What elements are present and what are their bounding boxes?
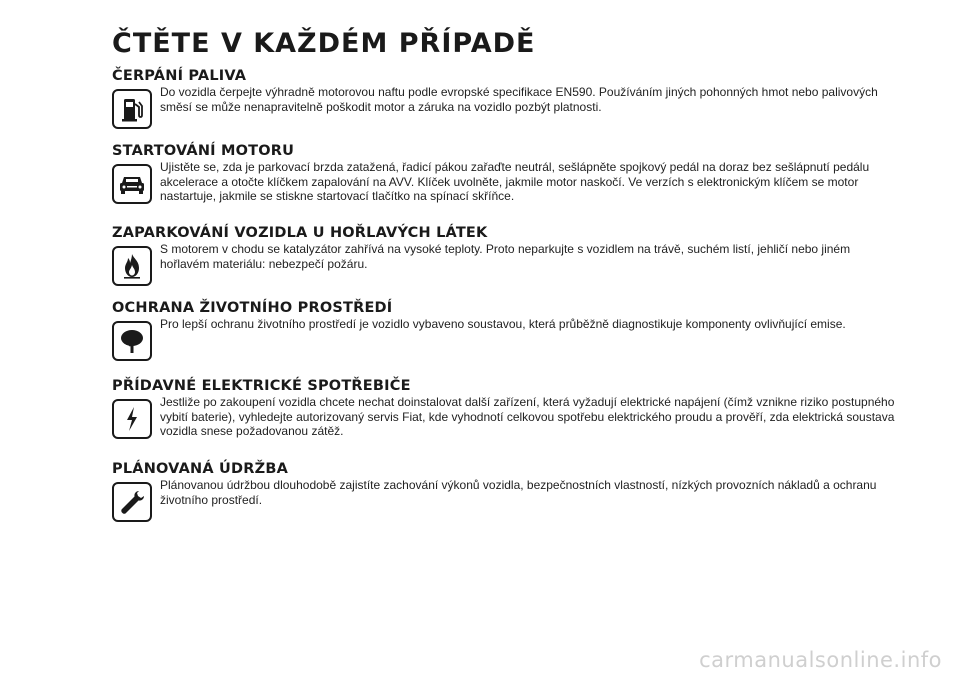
- page-title: ČTĚTE V KAŽDÉM PŘÍPADĚ: [112, 28, 536, 59]
- section-refueling: [112, 68, 902, 129]
- section-heading: ČERPÁNÍ PALIVA: [112, 68, 247, 84]
- section-engine-start: [112, 143, 902, 204]
- section-text: Jestliže po zakoupení vozidla chcete nechat doinstalovat další zařízení, která vyžadují elektrické napájení (čímž vznikne riziko postupného vybití baterie), vyhledejte autorizovaný servis Fiat, kde vyhodnotí celkovou spotřebu elektrického proudu a prověří, zda elektrická soustava vozidla snese požadovanou zátěž.: [160, 395, 895, 438]
- section-text: S motorem v chodu se katalyzátor zahřívá na vysoké teploty. Proto neparkujte s vozidlem na trávě, suchém listí, jehličí nebo jiném hořlavém materiálu: nebezpečí požáru.: [160, 242, 851, 271]
- section-text: Plánovanou údržbou dlouhodobě zajistíte zachování výkonů vozidla, bezpečnostních vlastností, nízkých provozních nákladů a ochranu životního prostředí.: [160, 478, 877, 507]
- section-heading: PLÁNOVANÁ ÚDRŽBA: [112, 461, 288, 477]
- tree-icon: [112, 321, 152, 361]
- section-heading: PŘÍDAVNÉ ELEKTRICKÉ SPOTŘEBIČE: [112, 378, 411, 394]
- wrench-icon: [112, 482, 152, 522]
- section-heading: OCHRANA ŽIVOTNÍHO PROSTŘEDÍ: [112, 300, 393, 316]
- flame-icon: [112, 246, 152, 286]
- section-heading: STARTOVÁNÍ MOTORU: [112, 143, 295, 159]
- section-electrical-devices: [112, 378, 902, 439]
- section-text: Ujistěte se, zda je parkovací brzda zatažená, řadicí pákou zařaďte neutrál, sešlápněte spojkový pedál na doraz bez sešlápnutí pedálu akcelerace a otočte klíčkem zapalování na AVV. Klíček uvolněte, jakmile motor naskočí. Ve verzích s elektronickým klíčem se motor nastartuje, jakmile se stiskne startovací tlačítko na spínací skříňce.: [160, 160, 870, 203]
- section-text: Pro lepší ochranu životního prostředí je vozidlo vybaveno soustavou, která průběžně diagnostikuje komponenty ovlivňující emise.: [160, 317, 846, 331]
- car-icon: [112, 164, 152, 204]
- watermark: carmanualsonline.info: [699, 648, 942, 672]
- section-environment: [112, 300, 902, 361]
- lightning-icon: [112, 399, 152, 439]
- section-maintenance: [112, 461, 902, 522]
- fuel-pump-icon: [112, 89, 152, 129]
- section-text: Do vozidla čerpejte výhradně motorovou naftu podle evropské specifikace EN590. Používáním jiných pohonných hmot nebo palivových směsí se může nenapravitelně poškodit motor a záruka na vozidlo pozbýt platnosti.: [160, 85, 878, 114]
- section-heading: ZAPARKOVÁNÍ VOZIDLA U HOŘLAVÝCH LÁTEK: [112, 225, 488, 241]
- section-parking-flammable: [112, 225, 902, 286]
